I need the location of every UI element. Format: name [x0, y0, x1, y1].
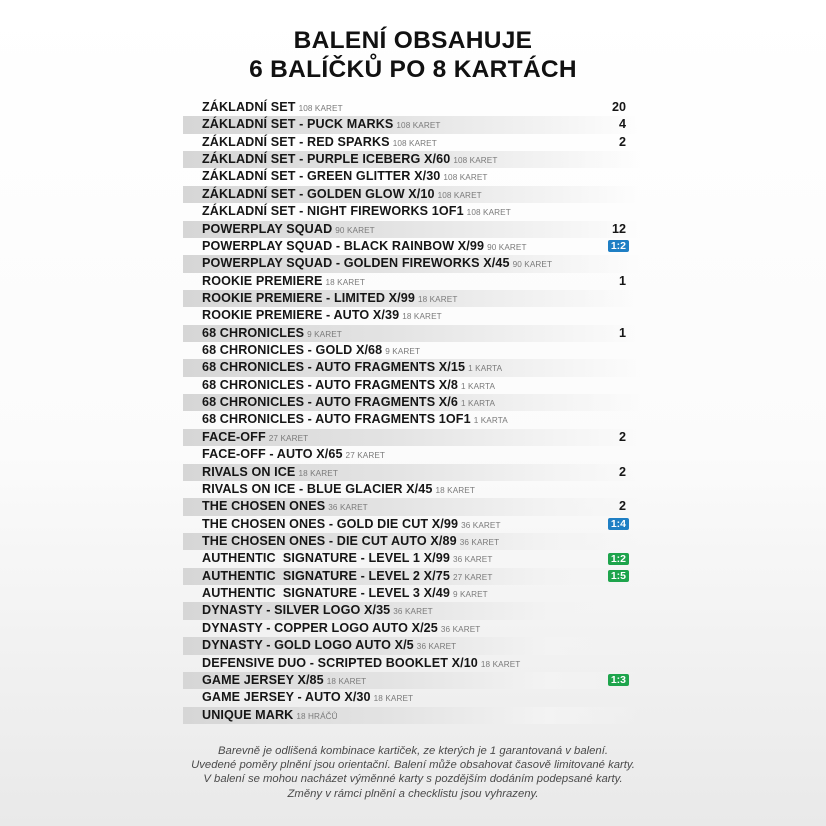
- list-item: [183, 585, 640, 602]
- quantity: 20: [611, 100, 626, 114]
- quantity: 12: [611, 221, 626, 236]
- set-name: [202, 377, 495, 395]
- card-count: 27 KARET: [268, 433, 309, 443]
- card-count: 18 KARET: [326, 676, 367, 686]
- card-count: 36 KARET: [416, 642, 457, 652]
- list-item: [183, 186, 640, 203]
- card-count: 27 KARET: [452, 572, 493, 582]
- quantity: 2: [618, 464, 626, 479]
- set-name: [202, 394, 495, 412]
- set-name: [202, 134, 437, 152]
- card-count: 36 KARET: [393, 607, 433, 617]
- list-item: [183, 359, 640, 376]
- set-name: [202, 655, 520, 673]
- set-name: [202, 307, 442, 325]
- set-name: [202, 464, 338, 482]
- set-name: [202, 498, 368, 516]
- card-count: 18 KARET: [325, 277, 365, 287]
- set-name: [202, 238, 527, 256]
- set-name-label: RIVALS ON ICE: [202, 464, 296, 479]
- set-name: [202, 186, 482, 204]
- set-name-label: FACE-OFF: [202, 429, 266, 444]
- card-count: 108 KARET: [453, 156, 498, 166]
- card-count: 9 KARET: [452, 590, 488, 600]
- card-count: 18 KARET: [417, 294, 458, 304]
- list-item: [183, 290, 640, 307]
- card-count: 9 KARET: [385, 347, 421, 357]
- card-count: 36 KARET: [328, 503, 368, 513]
- set-name-label: ROOKIE PREMIERE - AUTO X/39: [202, 308, 400, 323]
- card-count: 1 KARTA: [473, 416, 508, 426]
- set-name-label: THE CHOSEN ONES: [202, 499, 326, 514]
- quantity: 2: [618, 499, 626, 514]
- list-item: [183, 637, 640, 654]
- set-name: [202, 203, 511, 221]
- set-name: [202, 99, 343, 117]
- card-count: 36 KARET: [459, 537, 500, 547]
- set-name-label: FACE-OFF - AUTO X/65: [202, 447, 343, 462]
- list-item: [183, 325, 640, 342]
- set-name-label: ROOKIE PREMIERE: [202, 273, 323, 288]
- set-name: [202, 290, 457, 308]
- set-name-label: AUTHENTIC SIGNATURE - LEVEL 2 X/75: [202, 568, 450, 583]
- card-set-list: [183, 99, 640, 724]
- set-name-label: ZÁKLADNÍ SET - GREEN GLITTER X/30: [202, 169, 441, 184]
- set-name: [202, 689, 413, 707]
- card-count: 36 KARET: [440, 624, 481, 634]
- list-item: [183, 602, 640, 619]
- list-item: [183, 394, 640, 411]
- set-name: [202, 516, 501, 534]
- set-name: [202, 151, 497, 169]
- set-name-label: 68 CHRONICLES - AUTO FRAGMENTS X/6: [202, 395, 458, 410]
- page-title: [0, 26, 826, 84]
- set-name-label: 68 CHRONICLES: [202, 325, 305, 340]
- set-name-label: GAME JERSEY X/85: [202, 672, 324, 687]
- card-count: 90 KARET: [335, 225, 375, 235]
- card-count: 1 KARTA: [461, 399, 496, 409]
- list-item: [183, 689, 640, 706]
- footer-line-2: Uvedené poměry plnění jsou orientační. Balení může obsahovat časově limitované karty.: [191, 759, 635, 772]
- set-name: [202, 116, 441, 134]
- title-line-2: 6 BALÍČKŮ PO 8 KARTÁCH: [249, 56, 577, 83]
- card-count: 1 KARTA: [461, 381, 496, 391]
- list-item: [183, 655, 640, 672]
- list-item: [183, 116, 640, 133]
- set-name-label: ROOKIE PREMIERE - LIMITED X/99: [202, 290, 415, 305]
- card-count: 108 KARET: [466, 208, 511, 218]
- ratio-badge: 1:4: [608, 518, 629, 530]
- footer-note: [0, 744, 826, 801]
- set-name: [202, 325, 342, 343]
- set-name-label: ZÁKLADNÍ SET: [202, 100, 296, 114]
- set-name: [202, 672, 366, 690]
- set-name: [202, 602, 433, 620]
- set-name: [202, 568, 492, 586]
- set-name-label: THE CHOSEN ONES - GOLD DIE CUT X/99: [202, 516, 459, 531]
- set-name-label: DYNASTY - COPPER LOGO AUTO X/25: [202, 620, 438, 635]
- list-item: [183, 238, 640, 255]
- card-count: 90 KARET: [487, 242, 527, 252]
- list-item: [183, 446, 640, 463]
- set-name: [202, 637, 456, 655]
- ratio-badge: 1:5: [608, 570, 629, 582]
- card-count: 108 KARET: [392, 138, 437, 148]
- card-count: 108 KARET: [443, 173, 488, 183]
- set-name-label: AUTHENTIC SIGNATURE - LEVEL 1 X/99: [202, 551, 450, 566]
- list-item: [183, 168, 640, 185]
- set-name: [202, 446, 385, 464]
- list-item: [183, 273, 640, 290]
- set-name: [202, 585, 488, 603]
- list-item: [183, 429, 640, 446]
- card-count: 90 KARET: [512, 260, 553, 270]
- card-count: 18 KARET: [402, 312, 442, 322]
- set-name: [202, 221, 375, 239]
- set-name-label: POWERPLAY SQUAD: [202, 221, 333, 236]
- set-name-label: GAME JERSEY - AUTO X/30: [202, 690, 371, 705]
- set-name-label: 68 CHRONICLES - AUTO FRAGMENTS 1OF1: [202, 412, 471, 427]
- title-line-1: BALENÍ OBSAHUJE: [293, 27, 533, 54]
- set-name-label: UNIQUE MARK: [202, 707, 294, 722]
- card-count: 36 KARET: [452, 555, 493, 565]
- card-count: 36 KARET: [461, 520, 501, 530]
- set-name: [202, 255, 552, 273]
- list-item: [183, 620, 640, 637]
- set-name-label: 68 CHRONICLES - GOLD X/68: [202, 343, 383, 358]
- set-name-label: DEFENSIVE DUO - SCRIPTED BOOKLET X/10: [202, 655, 478, 670]
- set-name-label: POWERPLAY SQUAD - BLACK RAINBOW X/99: [202, 238, 485, 253]
- list-item: [183, 203, 640, 220]
- card-count: 9 KARET: [307, 329, 342, 339]
- quantity: 2: [618, 429, 626, 444]
- list-item: [183, 707, 640, 724]
- set-name: [202, 481, 475, 499]
- quantity: 4: [618, 117, 626, 132]
- set-name-label: RIVALS ON ICE - BLUE GLACIER X/45: [202, 481, 433, 496]
- set-name: [202, 429, 308, 447]
- set-name-label: DYNASTY - SILVER LOGO X/35: [202, 603, 391, 618]
- set-name-label: 68 CHRONICLES - AUTO FRAGMENTS X/8: [202, 377, 458, 392]
- list-item: [183, 377, 640, 394]
- list-item: [183, 342, 640, 359]
- list-item: [183, 533, 640, 550]
- set-name-label: 68 CHRONICLES - AUTO FRAGMENTS X/15: [202, 360, 466, 375]
- set-name-label: ZÁKLADNÍ SET - RED SPARKS: [202, 134, 390, 149]
- footer-line-3: V balení se mohou nacházet výměnné karty s pozdějším dodáním podepsané karty.: [203, 773, 623, 786]
- card-count: 108 KARET: [298, 104, 343, 113]
- set-name: [202, 533, 499, 551]
- quantity: 2: [618, 134, 626, 149]
- list-item: [183, 307, 640, 324]
- set-name-label: DYNASTY - GOLD LOGO AUTO X/5: [202, 638, 414, 653]
- card-count: 18 KARET: [435, 485, 475, 495]
- footer-line-1: Barevně je odlišená kombinace kartiček, ze kterých je 1 garantovaná v balení.: [218, 745, 608, 757]
- list-item: [183, 568, 640, 585]
- list-item: [183, 221, 640, 238]
- card-count: 1 KARTA: [468, 364, 503, 374]
- footer-line-4: Změny v rámci plnění a checklistu jsou vyhrazeny.: [287, 787, 539, 800]
- set-name-label: POWERPLAY SQUAD - GOLDEN FIREWORKS X/45: [202, 256, 510, 271]
- set-name: [202, 620, 480, 638]
- quantity: 1: [618, 325, 626, 340]
- list-item: [183, 550, 640, 567]
- set-name-label: AUTHENTIC SIGNATURE - LEVEL 3 X/49: [202, 586, 450, 601]
- list-item: [183, 464, 640, 481]
- ratio-badge: 1:2: [608, 240, 629, 252]
- list-item: [183, 516, 640, 533]
- set-name: [202, 359, 502, 377]
- list-item: [183, 481, 640, 498]
- set-name: [202, 273, 365, 291]
- set-name: [202, 707, 338, 725]
- card-count: 108 KARET: [437, 190, 482, 200]
- quantity: 1: [618, 273, 626, 288]
- set-name: [202, 550, 492, 568]
- set-name-label: ZÁKLADNÍ SET - GOLDEN GLOW X/10: [202, 186, 435, 201]
- card-count: 108 KARET: [396, 121, 441, 131]
- ratio-badge: 1:2: [608, 553, 629, 565]
- set-name-label: THE CHOSEN ONES - DIE CUT AUTO X/89: [202, 533, 457, 548]
- list-item: [183, 498, 640, 515]
- set-name: [202, 168, 488, 186]
- list-item: [183, 255, 640, 272]
- list-item: [183, 151, 640, 168]
- list-item: [183, 134, 640, 151]
- card-count: 18 KARET: [480, 659, 521, 669]
- card-count: 18 KARET: [373, 694, 414, 704]
- set-name: [202, 411, 508, 429]
- list-item: [183, 411, 640, 428]
- card-count: 27 KARET: [345, 451, 386, 461]
- card-count: 18 KARET: [298, 468, 338, 478]
- ratio-badge: 1:3: [608, 674, 629, 686]
- set-name-label: ZÁKLADNÍ SET - NIGHT FIREWORKS 1OF1: [202, 204, 464, 219]
- set-name-label: ZÁKLADNÍ SET - PUCK MARKS: [202, 117, 394, 132]
- set-name: [202, 342, 420, 360]
- set-name-label: ZÁKLADNÍ SET - PURPLE ICEBERG X/60: [202, 152, 451, 167]
- list-item: [183, 672, 640, 689]
- list-item: [183, 99, 640, 116]
- card-count: 18 HRÁČŮ: [296, 711, 338, 721]
